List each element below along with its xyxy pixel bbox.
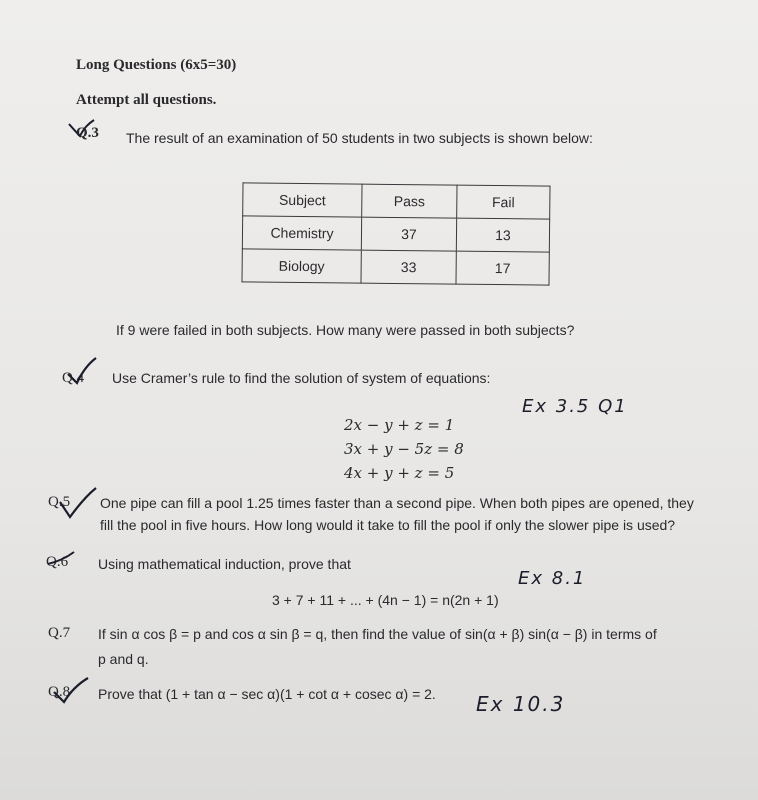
table-cell: 33: [361, 250, 456, 284]
q3-text: The result of an examination of 50 students in two subjects is shown below:: [126, 130, 593, 146]
table-cell: 13: [456, 218, 549, 252]
q6-text: Using mathematical induction, prove that: [98, 556, 351, 572]
q8-handwritten-note: Ex 10.3: [476, 692, 566, 716]
results-table: [241, 182, 550, 285]
table-row: [242, 249, 549, 285]
q7-line2: p and q.: [98, 651, 149, 667]
equation: 3x + y − 5z = 8: [344, 440, 464, 458]
q4-number: Q.4: [62, 370, 85, 386]
check-mark-icon: [64, 356, 98, 386]
section-title: Long Questions (6x5=30): [76, 57, 237, 73]
q4-handwritten-note: Ex 3.5 Q1: [522, 396, 628, 417]
table-cell: Chemistry: [242, 216, 361, 250]
q4-text: Use Cramer’s rule to find the solution of system of equations:: [112, 370, 491, 386]
q8-number: Q.8: [48, 684, 71, 700]
equation: 2x − y + z = 1: [344, 416, 455, 434]
check-mark-icon: [50, 676, 90, 704]
table-cell: Biology: [242, 249, 361, 283]
table-header-fail: Fail: [457, 185, 550, 219]
instruction: Attempt all questions.: [76, 92, 217, 108]
equation: 4x + y + z = 5: [344, 464, 455, 482]
check-mark-icon: [56, 486, 98, 520]
q8-text: Prove that (1 + tan α − sec α)(1 + cot α + cosec α) = 2.: [98, 686, 436, 702]
q7-line1: If sin α cos β = p and cos α sin β = q, then find the value of sin(α + β) sin(α − β) in terms of: [98, 626, 657, 642]
q5-line2: fill the pool in five hours. How long would it take to fill the pool if only the slower pipe is used?: [100, 517, 676, 533]
q6-formula: 3 + 7 + 11 + ... + (4n − 1) = n(2n + 1): [272, 592, 499, 608]
table-cell: 37: [361, 217, 456, 251]
q7-number: Q.7: [48, 625, 71, 641]
table-header-pass: Pass: [362, 184, 457, 218]
q3-followup: If 9 were failed in both subjects. How many were passed in both subjects?: [116, 322, 575, 338]
table-header-row: [243, 183, 550, 219]
q6-handwritten-note: Ex 8.1: [518, 568, 587, 589]
check-mark-icon: [66, 118, 96, 140]
q5-line1: One pipe can fill a pool 1.25 times faster than a second pipe. When both pipes are opened, they: [100, 495, 694, 511]
table-header-subject: Subject: [243, 183, 362, 217]
q3-number: Q.3: [76, 125, 99, 141]
strike-mark-icon: [46, 548, 76, 572]
table-row: [242, 216, 549, 252]
q6-number: Q.6: [46, 554, 69, 570]
table-cell: 17: [456, 251, 549, 285]
q5-number: Q.5: [48, 494, 71, 510]
